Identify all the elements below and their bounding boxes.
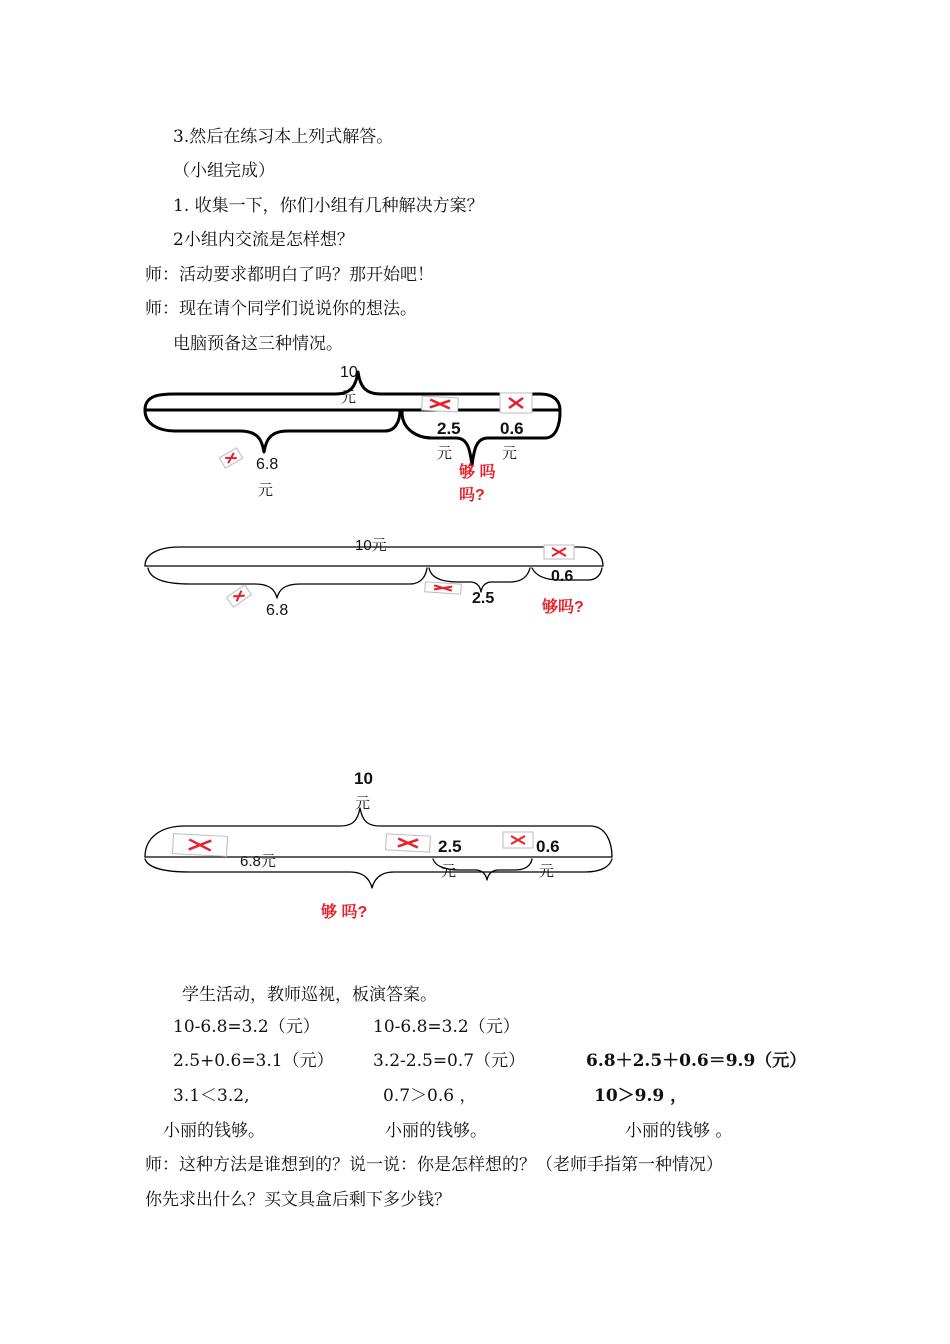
method-2-step-1: 10-6.8=3.2（元） — [373, 1017, 520, 1037]
d2-question: 够吗? — [542, 599, 584, 616]
x-mark-icon — [544, 545, 574, 559]
d1-question-2: 吗? — [459, 487, 485, 504]
method-2-step-3: 0.7＞0.6 ， — [383, 1086, 477, 1106]
d3-question: 够 吗? — [321, 904, 368, 921]
intro-line-2: （小组完成） — [173, 161, 275, 181]
d1-total-num: 10 — [340, 364, 358, 381]
d1-a-unit: 元 — [258, 482, 274, 499]
intro-line-5: 师：活动要求都明白了吗？那开始吧！ — [145, 265, 434, 285]
d1-b-num: 2.5 — [437, 419, 461, 438]
method-3-conclusion: 小丽的钱够 。 — [625, 1121, 733, 1141]
d3-a: 6.8元 — [240, 853, 276, 870]
d1-c-unit: 元 — [502, 445, 518, 462]
intro-line-6: 师：现在请个同学们说说你的想法。 — [145, 299, 417, 319]
method-1-step-2: 2.5+0.6=3.1（元） — [173, 1051, 334, 1071]
method-1-step-1: 10-6.8=3.2（元） — [173, 1017, 320, 1037]
method-3-step-2: 10＞9.9 ， — [594, 1086, 688, 1106]
d2-a: 6.8 — [266, 602, 289, 619]
method-3-step-1: 6.8＋2.5＋0.6＝9.9（元） — [586, 1051, 807, 1071]
intro-line-4: 2小组内交流是怎样想？ — [173, 230, 354, 250]
method-1-conclusion: 小丽的钱够。 — [163, 1121, 265, 1141]
d1-a-num: 6.8 — [256, 456, 279, 473]
d2-total: 10元 — [355, 537, 387, 554]
d3-c-unit: 元 — [539, 863, 555, 880]
d2-c: 0.6 — [551, 568, 574, 585]
x-mark-icon — [503, 832, 533, 848]
x-mark-icon — [227, 585, 252, 607]
x-mark-icon — [500, 393, 532, 413]
d3-c-num: 0.6 — [536, 837, 560, 856]
x-mark-icon — [386, 834, 431, 852]
closing-line-2: 你先求出什么？买文具盒后剩下多少钱？ — [145, 1190, 451, 1210]
d1-c-num: 0.6 — [500, 419, 524, 438]
closing-line-1: 师：这种方法是谁想到的？说一说：你是怎样想的？（老师手指第一种情况） — [145, 1155, 723, 1175]
x-mark-icon — [425, 582, 462, 594]
intro-line-1: 3.然后在练习本上列式解答。 — [173, 127, 394, 147]
method-2-step-2: 3.2-2.5=0.7（元） — [373, 1051, 526, 1071]
d3-total-num: 10 — [354, 769, 373, 788]
intro-line-3: 1. 收集一下，你们小组有几种解决方案？ — [173, 196, 484, 216]
d3-b-unit: 元 — [441, 863, 457, 880]
d1-total-unit: 元 — [341, 389, 357, 406]
x-mark-icon — [422, 396, 459, 412]
d3-total-unit: 元 — [355, 795, 371, 812]
intro-line-7: 电脑预备这三种情况。 — [173, 334, 343, 354]
d3-b-num: 2.5 — [438, 837, 462, 856]
method-2-conclusion: 小丽的钱够。 — [385, 1121, 487, 1141]
d1-question-1: 够 吗 — [459, 464, 496, 481]
activity-line: 学生活动，教师巡视，板演答案。 — [182, 985, 437, 1005]
d1-b-unit: 元 — [437, 445, 453, 462]
method-1-step-3: 3.1＜3.2, — [173, 1086, 250, 1106]
x-mark-icon — [173, 834, 228, 857]
d2-b: 2.5 — [472, 590, 495, 607]
x-mark-icon — [219, 448, 242, 468]
